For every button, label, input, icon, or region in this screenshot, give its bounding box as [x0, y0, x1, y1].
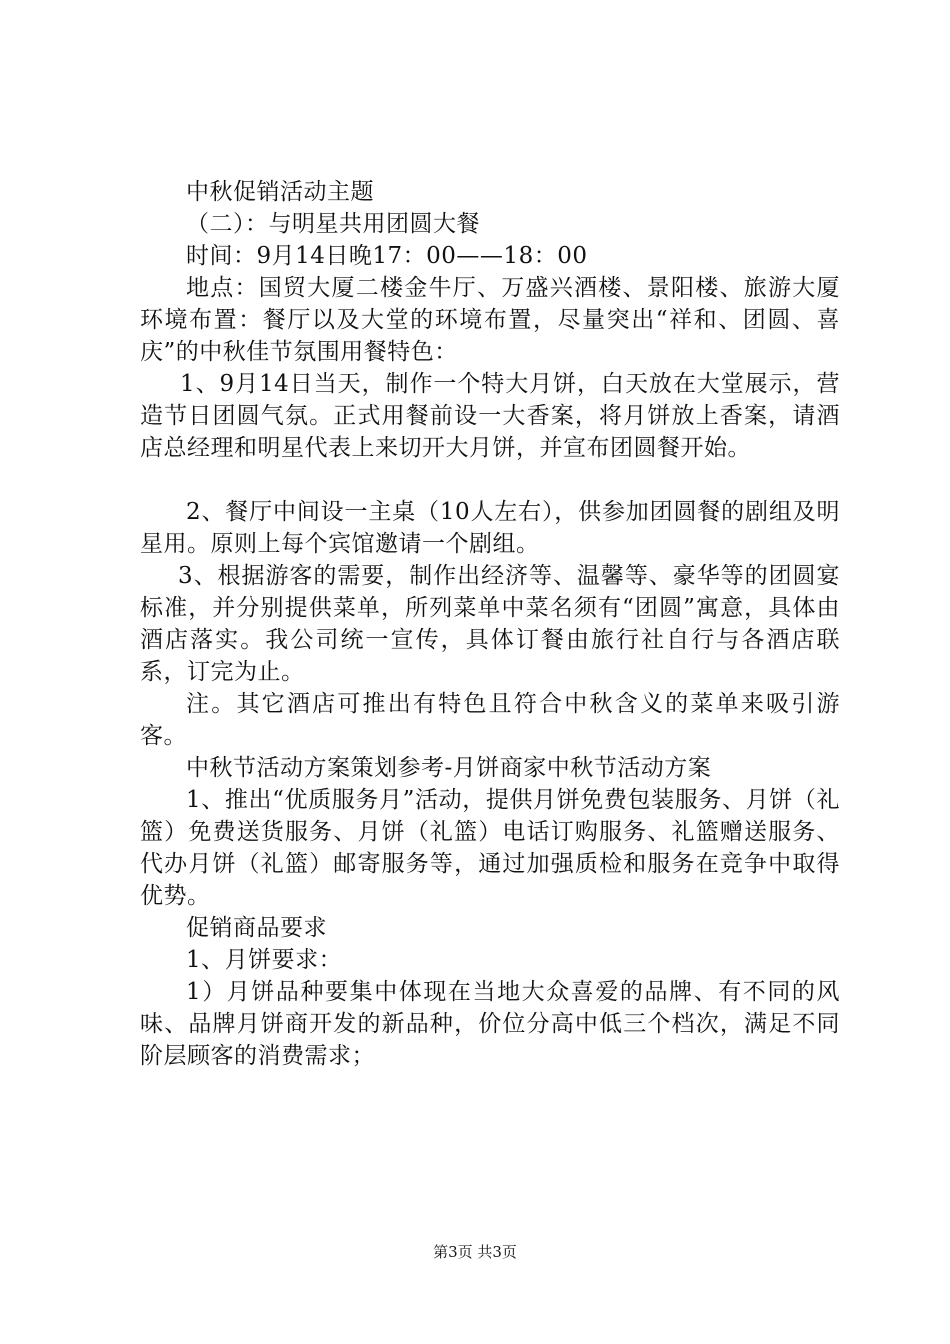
paragraph-time: 时间：9月14日晚17：00——18：00	[186, 243, 588, 269]
paragraph-gap	[140, 464, 840, 496]
page-number-footer: 第3页 共3页	[433, 1243, 517, 1261]
paragraph-section-heading: 中秋节活动方案策划参考-月饼商家中秋节活动方案	[186, 755, 712, 781]
paragraph-theme-title: 中秋促销活动主题	[186, 179, 374, 205]
paragraph-item-1: 1、9月14日当天，制作一个特大月饼，白天放在大堂展示，营造节日团圆气氛。正式用餐前设一大香案，将月饼放上香案，请酒店总经理和明星代表上来切开大月饼，并宣布团圆餐开始。	[140, 371, 840, 461]
document-body	[140, 176, 840, 1072]
paragraph-item-2: 2、餐厅中间设一主桌（10人左右），供参加团圆餐的剧组及明星用。原则上每个宾馆邀请一个剧组。	[140, 499, 840, 557]
paragraph-mooncake-requirements: 1、月饼要求：	[186, 947, 343, 973]
paragraph-mooncake-varieties: 1）月饼品种要集中体现在当地大众喜爱的品牌、有不同的风味、品牌月饼商开发的新品种，价位分高中低三个档次，满足不同阶层顾客的消费需求；	[140, 979, 840, 1069]
paragraph-item-3: 3、根据游客的需要，制作出经济等、温馨等、豪华等的团圆宴标准，并分别提供菜单，所列菜单中菜名须有“团圆”寓意，具体由酒店落实。我公司统一宣传，具体订餐由旅行社自行与各酒店联系，订完为止。	[140, 563, 840, 685]
paragraph-service-month: 1、推出“优质服务月”活动，提供月饼免费包装服务、月饼（礼篮）免费送货服务、月饼（礼篮）电话订购服务、礼篮赠送服务、代办月饼（礼篮）邮寄服务等，通过加强质检和服务在竞争中取得优势。	[140, 787, 840, 909]
paragraph-subtitle: （二）：与明星共用团圆大餐	[186, 211, 480, 237]
paragraph-location: 地点：国贸大厦二楼金牛厅、万盛兴酒楼、景阳楼、旅游大厦环境布置：餐厅以及大堂的环境布置，尽量突出“祥和、团圆、喜庆”的中秋佳节氛围用餐特色：	[140, 275, 840, 365]
paragraph-note: 注。其它酒店可推出有特色且符合中秋含义的菜单来吸引游客。	[140, 691, 840, 749]
paragraph-product-requirements: 促销商品要求	[186, 915, 327, 941]
